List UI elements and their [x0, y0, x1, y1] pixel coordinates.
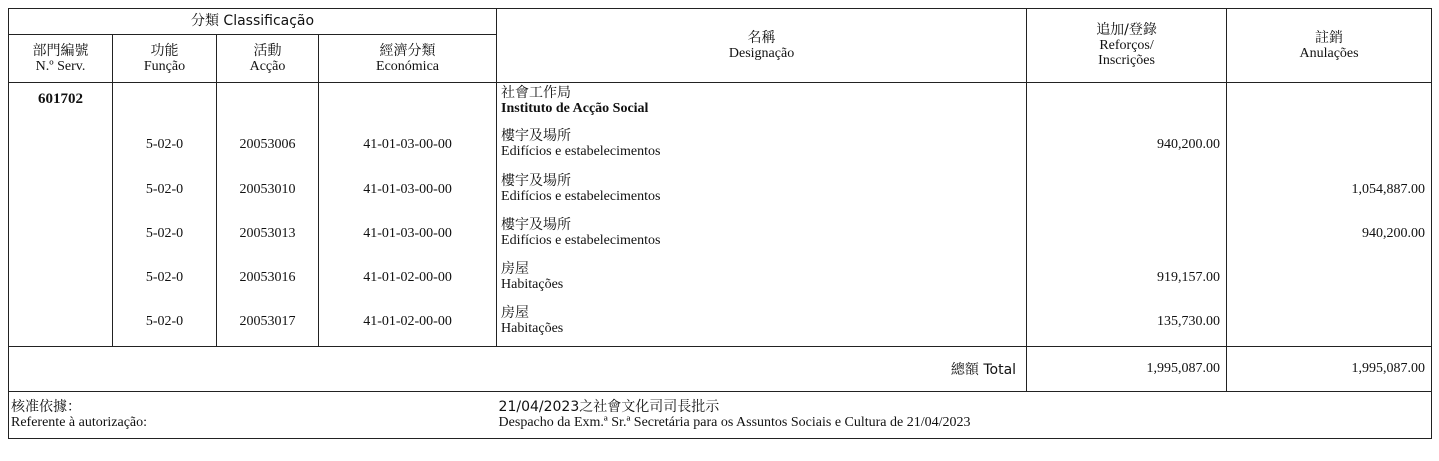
item-designation [501, 306, 1022, 336]
function-code: 5-02-0 [145, 226, 184, 241]
authorization-text-cell [497, 392, 1432, 439]
action-code: 20053016 [239, 270, 296, 285]
service-header [9, 35, 113, 83]
economic-code: 41-01-02-00-00 [363, 314, 452, 329]
action-header [217, 35, 319, 83]
reinforcements-column [1027, 83, 1227, 347]
function-code: 5-02-0 [145, 137, 184, 152]
item-name-pt: Habitações [501, 277, 564, 292]
item-name-zh: 樓宇及場所 [501, 217, 572, 233]
annulments-pt: Anulações [1299, 45, 1359, 61]
function-code: 5-02-0 [145, 270, 184, 285]
reinforcement-amount: 919,157.00 [1157, 270, 1221, 285]
reinforcement-amount: 940,200.00 [1157, 137, 1221, 152]
item-name-pt: Edifícios e estabelecimentos [501, 189, 661, 204]
function-pt: Função [143, 58, 186, 74]
reinforcement-amount [1027, 180, 1226, 200]
annulment-amount: 940,200.00 [1362, 226, 1426, 241]
item-name-pt: Edifícios e estabelecimentos [501, 144, 661, 159]
action-code: 20053017 [239, 314, 296, 329]
action-zh: 活動 [253, 42, 282, 59]
entity-name-zh: 社會工作局 [501, 85, 572, 101]
classification-header [9, 9, 497, 35]
authorization-text-zh: 21/04/2023之社會文化司司長批示 [498, 399, 720, 415]
reinforcement-amount: 135,730.00 [1157, 314, 1221, 329]
service-pt: N.º Serv. [35, 58, 86, 74]
item-name-zh: 房屋 [501, 305, 530, 321]
item-name-pt: Habitações [501, 321, 564, 336]
economic-code: 41-01-03-00-00 [363, 226, 452, 241]
economic-header [319, 35, 497, 83]
service-zh: 部門編號 [32, 42, 89, 59]
action-code: 20053010 [239, 182, 296, 197]
authorization-label-cell [9, 392, 497, 439]
item-name-zh: 房屋 [501, 261, 530, 277]
economic-column [319, 83, 497, 347]
function-zh: 功能 [150, 42, 179, 59]
reinforcements-pt-2: Inscrições [1098, 53, 1155, 68]
reinforcements-pt-1: Reforços/ [1099, 38, 1154, 53]
entity-name-pt: Instituto de Acção Social [501, 101, 649, 116]
designation-header [497, 9, 1027, 83]
authorization-text-pt: Despacho da Exm.ª Sr.ª Secretária para os Assuntos Sociais e Cultura de 21/04/2023 [498, 415, 971, 430]
annulments-column [1227, 83, 1432, 347]
reinforcements-header [1027, 9, 1227, 83]
budget-table [8, 8, 1432, 439]
annulments-header [1227, 9, 1432, 83]
economic-code: 41-01-03-00-00 [363, 182, 452, 197]
designation-zh: 名稱 [747, 29, 776, 46]
item-name-zh: 樓宇及場所 [501, 128, 572, 144]
entity-designation [501, 86, 1022, 116]
item-designation [501, 262, 1022, 292]
total-row-label [9, 347, 1027, 392]
classification-label: 分類 Classificação [190, 13, 315, 29]
action-column [217, 83, 319, 347]
budget-sheet [8, 8, 1431, 452]
action-pt: Acção [249, 58, 286, 74]
service-column [9, 83, 113, 347]
item-designation [501, 129, 1022, 159]
item-designation [501, 218, 1022, 248]
annulment-amount [1227, 135, 1431, 155]
annulments-zh: 註銷 [1315, 29, 1344, 46]
function-code: 5-02-0 [145, 314, 184, 329]
function-column [113, 83, 217, 347]
total-annulments: 1,995,087.00 [1227, 347, 1432, 392]
annulment-amount: 1,054,887.00 [1351, 182, 1426, 197]
function-header [113, 35, 217, 83]
reinforcement-amount [1027, 224, 1226, 244]
economic-code: 41-01-03-00-00 [363, 137, 452, 152]
annulment-amount [1227, 312, 1431, 332]
reinforcements-zh: 追加/登錄 [1096, 22, 1157, 38]
authorization-label-zh: 核准依據： [11, 399, 81, 415]
item-name-pt: Edifícios e estabelecimentos [501, 233, 661, 248]
item-designation [501, 174, 1022, 204]
economic-zh: 經濟分類 [379, 42, 436, 59]
designation-pt: Designação [728, 45, 795, 61]
total-reinforcements: 1,995,087.00 [1027, 347, 1227, 392]
item-name-zh: 樓宇及場所 [501, 173, 572, 189]
economic-code: 41-01-02-00-00 [363, 270, 452, 285]
total-label: 總額 Total [950, 362, 1017, 378]
service-code: 601702 [38, 91, 83, 107]
economic-pt: Económica [376, 58, 440, 74]
annulment-amount [1227, 268, 1431, 288]
authorization-label-pt: Referente à autorização: [11, 415, 148, 430]
action-code: 20053006 [239, 137, 296, 152]
action-code: 20053013 [239, 226, 296, 241]
designation-column [497, 83, 1027, 347]
function-code: 5-02-0 [145, 182, 184, 197]
